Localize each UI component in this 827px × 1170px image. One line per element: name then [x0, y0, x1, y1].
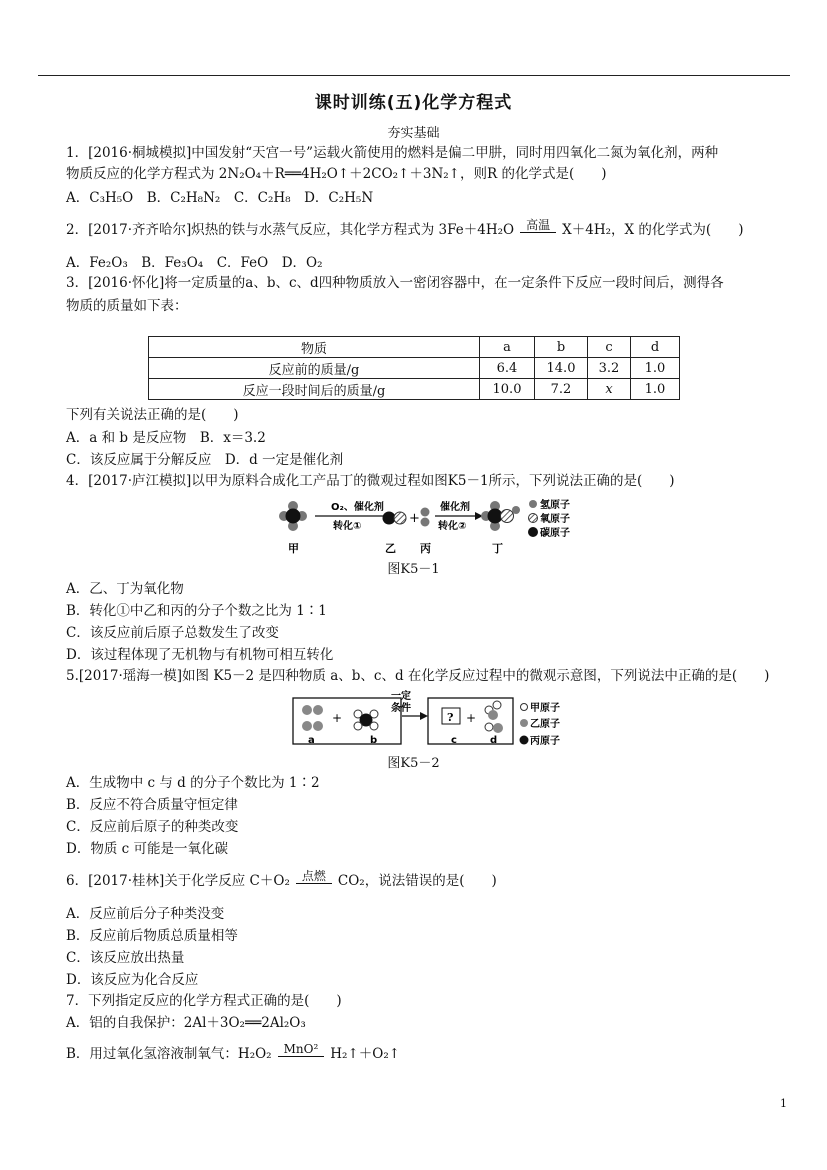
q6-option-c: C．该反应放出热量	[66, 950, 185, 966]
q3-question: 下列有关说法正确的是( )	[66, 407, 239, 423]
yi-atom	[493, 723, 503, 733]
q3-options-cd: C．该反应属于分解反应 D．d 一定是催化剂	[66, 452, 344, 468]
hydrogen-atom	[421, 508, 430, 517]
section-heading: 夯实基础	[387, 126, 440, 141]
arrow2-top-label: 催化剂	[440, 502, 470, 513]
q2-options: A．Fe₂O₃ B．Fe₃O₄ C．FeO D．O₂	[66, 255, 323, 271]
q7-option-a: A．铝的自我保护：2Al＋3O₂══2Al₂O₃	[66, 1015, 306, 1031]
q7-option-b-prefix: B．用过氧化氢溶液制氧气：H₂O₂	[66, 1046, 272, 1062]
q5-option-c: C．反应前后原子的种类改变	[66, 819, 239, 835]
page-title: 课时训练(五)化学方程式	[314, 93, 513, 113]
label-c: c	[451, 735, 457, 746]
q6-prefix: 6．[2017·桂林]关于化学反应 C＋O₂	[66, 873, 290, 889]
q7-condition: MnO²	[278, 1042, 325, 1057]
label-d: d	[490, 735, 498, 746]
table-header-row	[149, 337, 680, 358]
legend-jia: 甲原子	[530, 703, 560, 714]
q2-suffix: X＋4H₂，X 的化学式为( )	[562, 222, 744, 238]
molecule-jia	[279, 501, 307, 531]
figure-k5-1	[275, 496, 575, 558]
q4-option-a: A．乙、丁为氧化物	[66, 581, 184, 597]
jia-atom	[493, 701, 501, 709]
table-header-cell: 物质	[149, 337, 480, 358]
plus-sign: +	[332, 711, 343, 725]
yi-atom	[488, 710, 498, 720]
figure-k5-1-legend	[528, 498, 570, 539]
figure-k5-2-caption: 图K5－2	[387, 756, 440, 771]
yi-atom	[302, 705, 312, 715]
q7-reaction-arrow	[278, 1042, 325, 1067]
jia-atom	[485, 723, 493, 731]
legend-carbon: 碳原子	[540, 528, 570, 539]
oxygen-atom	[394, 512, 406, 524]
table-cell: 1.0	[631, 358, 680, 379]
q6-stem	[66, 866, 497, 896]
table-cell: 10.0	[480, 379, 535, 400]
q1-line1: 1．[2016·桐城模拟]中国发射“天宫一号”运载火箭使用的燃料是偏二甲肼，同时用四氧化二氮为氧化剂，两种	[66, 145, 719, 161]
q5-stem: 5.[2017·瑶海一模]如图 K5－2 是四种物质 a、b、c、d 在化学反应过程中的微观示意图，下列说法中正确的是( )	[66, 668, 770, 684]
oxygen-atom	[501, 510, 514, 523]
yi-atom	[313, 721, 323, 731]
q4-stem: 4．[2017·庐江模拟]以甲为原料合成化工产品丁的微观过程如图K5－1所示，下列说法正确的是( )	[66, 473, 675, 489]
table-header-cell: d	[631, 337, 680, 358]
q5-option-b: B．反应不符合质量守恒定律	[66, 797, 238, 813]
table-cell: 7.2	[535, 379, 588, 400]
page-number: 1	[780, 1097, 787, 1110]
q3-line2: 物质的质量如下表：	[66, 298, 188, 314]
molecule-yi	[383, 512, 407, 525]
table-header-cell: a	[480, 337, 535, 358]
hydrogen-atom	[512, 506, 520, 514]
mass-table	[148, 336, 680, 400]
q6-option-b: B．反应前后物质总质量相等	[66, 928, 238, 944]
q2-stem	[66, 215, 743, 245]
yi-atom	[313, 705, 323, 715]
arrow1-top-label: O₂、催化剂	[331, 502, 384, 513]
hydrogen-legend-icon	[529, 500, 537, 508]
table-cell: 反应前的质量/g	[149, 358, 480, 379]
arrow1-bottom-label: 转化①	[333, 521, 362, 532]
unknown-mark: ?	[447, 711, 454, 724]
q2-condition: 高温	[520, 218, 556, 233]
q6-option-d: D．该反应为化合反应	[66, 972, 199, 988]
q6-reaction-arrow	[296, 869, 332, 894]
q7-stem: 7．下列指定反应的化学方程式正确的是( )	[66, 993, 342, 1009]
q1-line2: 物质反应的化学方程式为 2N₂O₄＋R══4H₂O↑＋2CO₂↑＋3N₂↑，则R 的化学式是( )	[66, 166, 607, 182]
carbon-legend-icon	[528, 527, 538, 537]
carbon-atom	[286, 509, 301, 524]
molecule-d	[485, 701, 503, 733]
molecule-a	[302, 705, 323, 731]
plus-sign: +	[409, 511, 420, 526]
table-row	[149, 379, 680, 400]
arrow-conversion-2	[435, 500, 483, 532]
legend-hydrogen: 氢原子	[540, 500, 570, 511]
molecule-bing	[421, 508, 430, 527]
q7-option-b-suffix: H₂↑＋O₂↑	[330, 1046, 401, 1062]
label-jia: 甲	[288, 542, 299, 555]
legend-yi: 乙原子	[530, 719, 560, 730]
bing-legend-icon	[520, 736, 529, 745]
jia-legend-icon	[521, 704, 528, 711]
molecule-ding	[481, 501, 520, 531]
q2-reaction-arrow	[520, 218, 556, 243]
figure-k5-2	[290, 690, 575, 750]
plus-sign: +	[466, 711, 477, 725]
table-cell: 14.0	[535, 358, 588, 379]
q4-option-b: B．转化①中乙和丙的分子个数之比为 1∶1	[66, 603, 327, 619]
q7-option-b	[66, 1039, 400, 1069]
label-yi: 乙	[385, 542, 396, 555]
q2-prefix: 2．[2017·齐齐哈尔]炽热的铁与水蒸气反应，其化学方程式为 3Fe＋4H₂O	[66, 222, 515, 238]
q3-line1: 3．[2016·怀化]将一定质量的a、b、c、d四种物质放入一密闭容器中，在一定条件下反应一段时间后，测得各	[66, 275, 724, 291]
q5-option-d: D．物质 c 可能是一氧化碳	[66, 841, 228, 857]
yi-legend-icon	[520, 719, 528, 727]
arrow-bottom-label: 条件	[391, 703, 411, 714]
table-header-cell: c	[588, 337, 631, 358]
molecule-b	[354, 710, 378, 730]
label-a: a	[308, 735, 315, 746]
legend-oxygen: 氧原子	[540, 514, 570, 525]
q1-options: A．C₃H₅O B．C₂H₈N₂ C．C₂H₈ D．C₂H₅N	[66, 190, 374, 206]
yi-atom	[302, 721, 312, 731]
table-cell: 1.0	[631, 379, 680, 400]
table-cell: x	[588, 379, 631, 400]
q6-suffix: CO₂，说法错误的是( )	[337, 873, 497, 889]
q4-option-c: C．该反应前后原子总数发生了改变	[66, 625, 279, 641]
legend-bing: 丙原子	[530, 736, 560, 747]
q6-option-a: A．反应前后分子种类没变	[66, 906, 225, 922]
label-bing: 丙	[420, 542, 431, 555]
hydrogen-atom	[421, 518, 430, 527]
label-b: b	[370, 735, 378, 746]
table-cell: 6.4	[480, 358, 535, 379]
figure-k5-1-caption: 图K5－1	[387, 562, 440, 577]
q6-condition: 点燃	[296, 869, 332, 884]
jia-atom	[370, 722, 378, 730]
header-rule	[38, 75, 790, 76]
table-header-cell: b	[535, 337, 588, 358]
jia-atom	[354, 722, 362, 730]
table-cell: 反应一段时间后的质量/g	[149, 379, 480, 400]
oxygen-legend-icon	[529, 514, 538, 523]
q4-option-d: D．该过程体现了无机物与有机物可相互转化	[66, 647, 334, 663]
reaction-arrow	[391, 690, 428, 720]
table-row	[149, 358, 680, 379]
q5-option-a: A．生成物中 c 与 d 的分子个数比为 1∶2	[66, 775, 320, 791]
figure-k5-2-legend	[520, 701, 561, 747]
arrow2-bottom-label: 转化②	[438, 521, 467, 532]
table-cell: 3.2	[588, 358, 631, 379]
label-ding: 丁	[492, 542, 503, 555]
q3-options-ab: A．a 和 b 是反应物 B．x＝3.2	[66, 430, 266, 446]
arrow-top-label: 一定	[391, 691, 411, 702]
